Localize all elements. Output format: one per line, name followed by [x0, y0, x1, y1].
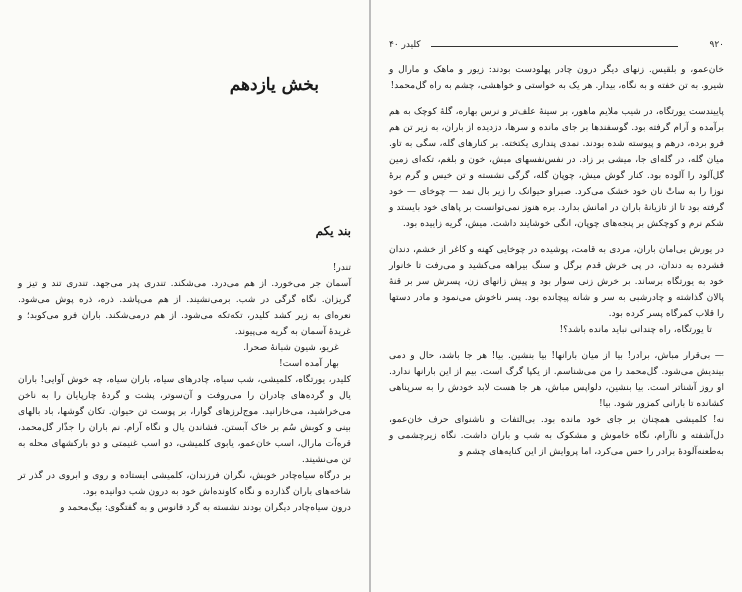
paragraph: نه! کلمیشی همچنان بر جای خود مانده بود. بی‌التفات و ناشنوای حرف خان‌عمو، دل‌آشفته و ناآرام، نگاه خاموش و مشکوک به شب و باران داشت. نگاه زیرچشمی و به‌طعنه‌آلودهٔ برادر را حس می‌کرد، اما پروایش از این کنایه‌های چشم و: [389, 414, 724, 457]
paragraph: بر درگاه سیاه‌چادر خویش، نگران فرزندان، کلمیشی ایستاده و روی و ابروی در گذر تر شاخه‌های باران گذارده و نگاه کاونده‌اش خود به درون شب دوانیده بود.: [18, 470, 351, 497]
paragraph: پاییندست یورتگاه، در شیب ملایم ماهور، بر سینهٔ علف‌تر و نرس بهاره، گلهٔ کوچک به هم برآمده و آرام گرفته بود. گوسفندها بر جای مانده و سرها، دزدیده از باران، به زیر تن هم فرو برده، درهم و پیوسته شده بودند. نمدی پنداری یکتخته. بر کنارهای گله، سگی به تاو. میان گله، در گله‌ای جا، میشی بر زاد. در نفس‌نفسهای میش، خون و بلغم، تکه‌ای زمین گل‌آلود را آلوده بود. کنار گوش میش، چوپان گله، گرگی نشسته و تن خیس و گرم برهٔ نوزا را به ساتْ نان خود خشک می‌کرد. صبراو حیوانک را زیر بال نمد — چوخای — خود گرفته بود تا از تازیانهٔ باران در امانش بدارد. بره هنوز نمی‌توانست بر پاهای خود بایستد و شکم نرم و کوچکش بر پنجه‌های چوپان، انگی خوشایند داشت. میش، گریه زاییده بود.: [389, 106, 724, 229]
header-rule: [431, 46, 678, 47]
section-title: بند یکم: [315, 224, 351, 238]
verse-line: بهار آمده است!: [279, 358, 339, 369]
chapter-title: بخش یازدهم: [229, 75, 319, 95]
paragraph: خان‌عمو، و بلقیس. زنهای دیگر درون چادر پهلودست بودند: زیور و ماهک و مارال و شیرو. به تن خفته و به نگاه، بیدار. هر یک به خواستی و خواهشی، چشم به راه گل‌محمد!: [389, 64, 724, 91]
paragraph: — بی‌قرار مباش، برادر! بیا از میان بارانها! بیا بنشین. بیا! هر جا باشد، حال و دمی بیندیش می‌شود. گل‌محمد را من می‌شناسم. از یکپا گرگ است. بیم از این بارانها ندارد. او روز آشناتر است. بیا بنشین، دلواپس مباش، هر جا هست لابد خودش را به سرپناهی کشانده تا بارانی کمزور شود. بیا!: [389, 350, 724, 409]
paragraph: کلیدر، یورتگاه، کلمیشی، شب سیاه، چادرهای سیاه، باران سیاه، چه خوش آوایی! باران یال و گرده‌های چادران را می‌روفت و آن‌سوتر، پشت و گردهٔ چارپایان را به ناخن می‌خراشید، می‌خارانید. موج‌لرزهای گوارا، بر پوست تن حیوان. تکان گوشها، باد بالهای بینی و کوبش سُم بر خاک آبستن. فشاندن یال و نگاه آرام. نم باران را جذّار گل‌محمد، قره‌آت مارال، اسب خان‌عمو، یابوی کلمیشی، دو اسب غنیمتی و دو بارکشهای محله به تن می‌نشیند.: [18, 374, 351, 465]
paragraph: درون سیاه‌چادر دیگران بودند نشسته به گرد فانوس و به گفتگوی: بیگ‌محمد و: [60, 502, 351, 513]
right-page: [371, 0, 742, 592]
paragraph: تا یورتگاه، راه چندانی نباید مانده باشد؟!: [559, 324, 712, 335]
right-page-body: [389, 62, 724, 460]
running-title: کلیدر ۴۰: [389, 40, 421, 50]
left-page-body: [18, 260, 351, 516]
page-number: ۹۲۰: [709, 40, 724, 50]
paragraph: تندر!: [332, 262, 351, 273]
left-page: [0, 0, 369, 592]
running-head: [389, 38, 724, 52]
verse-line: غریو، شیون شبانهٔ صحرا.: [243, 342, 339, 353]
paragraph: آسمان جر می‌خورد. از هم می‌درد. می‌شکند. تندری پدر می‌جهد. تندری تند و تیز و گریزان. نگاه گرگی در شب. برمی‌نشیند. از هم می‌پاشد. ذره، ذره پوش می‌شود. نعره‌ای به زیر کشد کلیدر، تکه‌تکه می‌شود. از هم درمی‌شکند. باران فرو می‌کوبد؛ و غریدهٔ آسمان به گریه می‌پیوند.: [18, 278, 351, 337]
paragraph: در یورش بی‌امان باران، مردی به قامت، پوشیده در چوخایی کهنه و کاغر از خشم، دندان فشرده به دندان، در پی خرش قدم برگل و سنگ بیراهه می‌کشید و می‌رفت تا خانوار خود به یورتگاه برساند. بر خرش زنی سوار بود و پیش زانهای زن، پسرش سر بر قنهٔ پالان گذاشته و چادرشبی به سر و شانه پیچانده بود. پسر ناخوش می‌نمود و مادر دستها را قلاب کمرگاه پسر کرده بود.: [389, 244, 724, 319]
